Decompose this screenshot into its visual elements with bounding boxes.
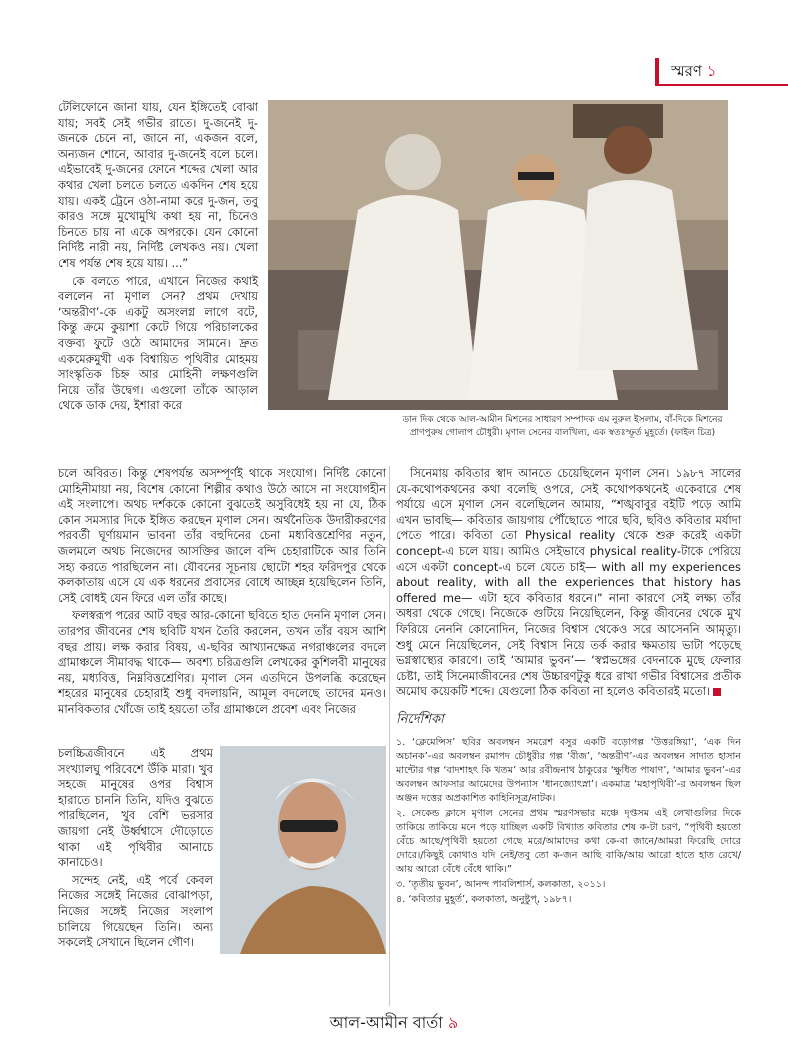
page-number: ৯	[448, 1013, 459, 1032]
section-number: ১	[706, 62, 717, 80]
portrait-photo	[220, 746, 386, 954]
publication-title: আল-আমীন বার্তা	[329, 1013, 443, 1032]
paragraph: টেলিফোনে জানা যায়, যেন ইঙ্গিতেই বোঝা যায়; সবই সেই গভীর রাতে। দু-জনেই দু-জনকে চেনে না, জানে না, একজন বলে, অন্যজন শোনে, আবার দু-জনেই বলে চলে। এইভাবেই দু-জনের ফোনে শব্দের খেলা আর কথার খেলা চলতে চলতে একদিন শেষ হয়ে যায়। একই ট্রেনে ওঠা-নামা করে দু-জন, তবু কারও সঙ্গে মুখোমুখি কথা হয় না, চিনেও চিনতে চায় না একে অপরকে। যেন কোনো নির্দিষ্ট নারী নয়, নির্দিষ্ট লেখকও নয়। খেলা শেষ পর্যন্ত শেষ হয়ে যায়। ...”	[58, 100, 258, 270]
section-label	[671, 60, 716, 85]
paragraph	[396, 466, 741, 700]
paragraph: সন্দেহ নেই, এই পর্বে কেবল নিজের সঙ্গেই নিজের বোঝাপড়া, নিজের সঙ্গেই নিজের সংলাপ চালিয়ে গিয়েছেন তিনি। অন্য সকলেই সেখানে ছিলেন গৌণ।	[58, 872, 213, 950]
paragraph-text: সিনেমায় কবিতার স্বাদ আনতে চেয়েছিলেন মৃণাল সেন। ১৯৮৭ সালের যে-কথোপকথনের কথা বলেছি ওপরে, সেই কথোপকথনেই একেবারে শেষ পর্যায়ে এসে মৃণাল সেন বলেছিলেন আমায়, “শঙ্খবাবুর বইটি পড়ে আমি এখন ভাবছি— কবিতার জায়গায় পৌঁছোতে পারে ছবি, ছবিও কবিতার মর্যাদা পেতে পারে। কবিতা তো Physical reality থেকে শুরু করেই একটা concept-এ চলে যায়। আমিও সেইভাবে physical reality-টাকে পেরিয়ে এসে একটা concept-এ চলে যেতে চাই— with all my experiences about reality, with all the experiences that history has offered me— এটা হবে কবিতার ধরনে।” নানা কারণে সেই লক্ষ্য তাঁর অধরা থেকে গেছে। নিজেকে গুটিয়ে নিয়েছিলেন, কিন্তু জীবনের থেকে মুখ ফিরিয়ে নেননি কোনোদিন, নিজের বিশ্বাস থেকেও সরে আসেননি আমৃত্যু। শুধু মেনে নিয়েছিলেন, সেই বিশ্বাস নিয়ে তর্ক করার ক্ষমতায় ভাটা পড়েছে ভগ্নস্বাস্থ্যের কারণে। তাই ‘আমার ভুবন’— ‘স্বপ্নভঙ্গের বেদনাকে মুছে ফেলার চেষ্টা, তাই সিনেমাজীবনের শেষ উচ্চারণটুকু ধরে রাখা গভীর বিশ্বাসের প্রতীক অমোঘ কয়েকটি শব্দে। যেগুলো ঠিক কবিতা না হলেও কবিতারই মতো।	[396, 466, 741, 699]
note-item: ২. সেকেন্ড ক্লাসে মৃণাল সেনের প্রথম স্মরণসভার মঞ্চে দৃপ্তসম এই লেখাগুলির দিকে তাকিয়ে তাকিয়ে মনে পড়ে যাচ্ছিল একটি বিখ্যাত কবিতার শেষ ক-টা চরণ, “পৃথিবী হয়তো বেঁচে আছে/পৃথিবী হয়তো গেছে মরে/আমাদের কথা কে-বা জানে/আমরা ফিরেছি দোরে দোরে।/কিছুই কোথাও যদি নেই/তবু তো ক-জন আছি বাকি/আয় আরো হাতে হাত রেখে/আয় আরো বেঁধে বেঁধে থাকি।”	[396, 808, 741, 875]
page-footer	[0, 1010, 788, 1037]
column-1-top	[58, 100, 258, 416]
column-divider	[389, 466, 390, 1006]
paragraph: চলে অবিরত। কিন্তু শেষপর্যন্ত অসম্পূর্ণই থাকে সংযোগ। নির্দিষ্ট কোনো মোহিনীমায়া নয়, বিশেষ কোনো শিল্পীর কথাও উঠে আসে না সংযোগহীন এই সংলাপে। অথচ দর্শককে কোনো বুঝতেই অসুবিধেই হয় না যে, ঠিক কোন সমস্যার দিকে ইঙ্গিত করছেন মৃণাল সেন। অর্থনৈতিক উদারীকরণের পরবর্তী ঘূর্ণায়মান ভাবনা তাঁর বহুদিনের চেনা মধ্যবিত্তশ্রেণির নতুন, জলমলে অথচ নিজেদের আসক্তির জালে বন্দি চেহারাটিকে আর তিনি সহ্য করতে পারছিলেন না। যৌবনের সূচনায় ছোটো শহর ফরিদপুর থেকে কলকাতায় এসে যে এক ধরনের প্রবাসের বোধে আচ্ছন্ন হয়েছিলেন তিনি, সেই বোধই যেন ফিরে এল তাঁর কাছে।	[58, 466, 386, 605]
end-mark-icon	[713, 688, 721, 696]
note-item: ৩. ‘তৃতীয় ভুবন’, আনন্দ পাবলিশার্স, কলকাতা, ২০১১।	[396, 879, 606, 890]
paragraph: কে বলতে পারে, এখানে নিজের কথাই বললেন না মৃণাল সেন? প্রথম দেখায় ‘অন্তরীণ’-কে একটু অসংলগ্ন লাগে বটে, কিন্তু ক্রমে কুয়াশা কেটে গিয়ে পরিচালকের বক্তব্য ফুটে ওঠে আমাদের সামনে। দ্রুত একমেরুমুখী এক বিশ্বায়িত পৃথিবীর মোহময় সাংস্কৃতিক চিহ্ন আর মোহিনী লক্ষণগুলি নিয়ে তাঁর উদ্বেগ। এগুলো তাঁকে আড়াল থেকে ডাক দেয়, ইশারা করে	[58, 273, 258, 413]
column-2	[396, 466, 741, 702]
paragraph: চলচ্চিত্রজীবনে এই প্রথম সংখ্যালঘু পরিবেশে উঁকি মারা। খুব সহজে মানুষের ওপর বিশ্বাস হারাতে চাননি তিনি, যদিও বুঝতে পারছিলেন, খুব বেশি ভরসার জায়গা নেই উর্ধ্বশ্বাসে দৌড়োতে থাকা এই পৃথিবীর আনাচে কানাচেও।	[58, 746, 213, 870]
portrait-illustration	[220, 746, 386, 954]
section-title: স্মরণ	[671, 62, 702, 80]
notes-title: নির্দেশিকা	[396, 712, 444, 727]
column-1-narrow	[58, 746, 213, 953]
paragraph: ফলস্বরূপ পরের আট বছর আর-কোনো ছবিতে হাত দেননি মৃণাল সেন। তারপর জীবনের শেষ ছবিটি যখন তৈরি করলেন, তখন তাঁর বয়স আশি বছর প্রায়। লক্ষ করার বিষয়, এ-ছবির আখ্যানক্ষেত্র নগরাঞ্চলের বদলে গ্রামাঞ্চলে সীমাবদ্ধ থাকে— অবশ্য চরিত্রগুলি লেখকের কুশিলবী মানুষের নয়, মধ্যবিত্ত, নিম্নবিত্তশ্রেণির। মৃণাল সেন এতদিনে উপলব্ধি করেছেন শহরের মানুষের চেহারাই শুধু বদলায়নি, আমূল বদলেছে তাদের মনও। মানবিকতার খোঁজে তাই হয়তো তাঁর গ্রামাঞ্চলে প্রবেশ এবং নিজের	[58, 608, 386, 716]
section-header	[655, 58, 788, 86]
note-item: ৪. ‘কবিতার মুহূর্ত’, কলকাতা, অনুষ্টুপ্‌, ১৯৮৭।	[396, 894, 572, 905]
notes-list	[396, 736, 741, 908]
column-1-wide	[58, 466, 386, 720]
photo-caption: ডান দিক থেকে আল-আমীন মিশনের সাধারণ সম্পাদক এম নুরুল ইসলাম, বাঁ-দিকে মিশনের প্রাণপুরুষ গোলাপ চৌধুরী। মৃণাল সেনের বালখিল্য, এক স্বতঃস্ফূর্ত মুহূর্তে। (ফাইল চিত্র)	[402, 415, 723, 438]
note-item: ১. ‘ক্লেমেন্সিস’ ছবির অবলম্বন সমরেশ বসুর একটি বড়োগল্প ‘উত্তরঙ্গিয়া’, ‘এক দিন অচানক’-এর অবলম্বন রমাপদ চৌধুরীর গল্প ‘বীজ’, ‘অন্তরীণ’-এর অবলম্বন সাদাত হাসান মান্টোর গল্প ‘বাদশাহৎ কি খতম’ আর রবীন্দ্রনাথ ঠাকুরের ‘ক্ষুধিত পাষাণ’, ‘আমার ভুবন’-এর অবলম্বন আফসার আমেদের উপন্যাস ‘ধানজ্যোৎস্না’। একমাত্র ‘মহাপৃথিবী’-র অবলম্বন ছিল অঞ্জন দত্তের অপ্রকাশিত কাহিনিসূত্র/নাটক।	[396, 737, 741, 804]
group-photo-illustration	[268, 100, 728, 410]
header-rule	[659, 84, 788, 86]
group-photo	[268, 100, 728, 410]
